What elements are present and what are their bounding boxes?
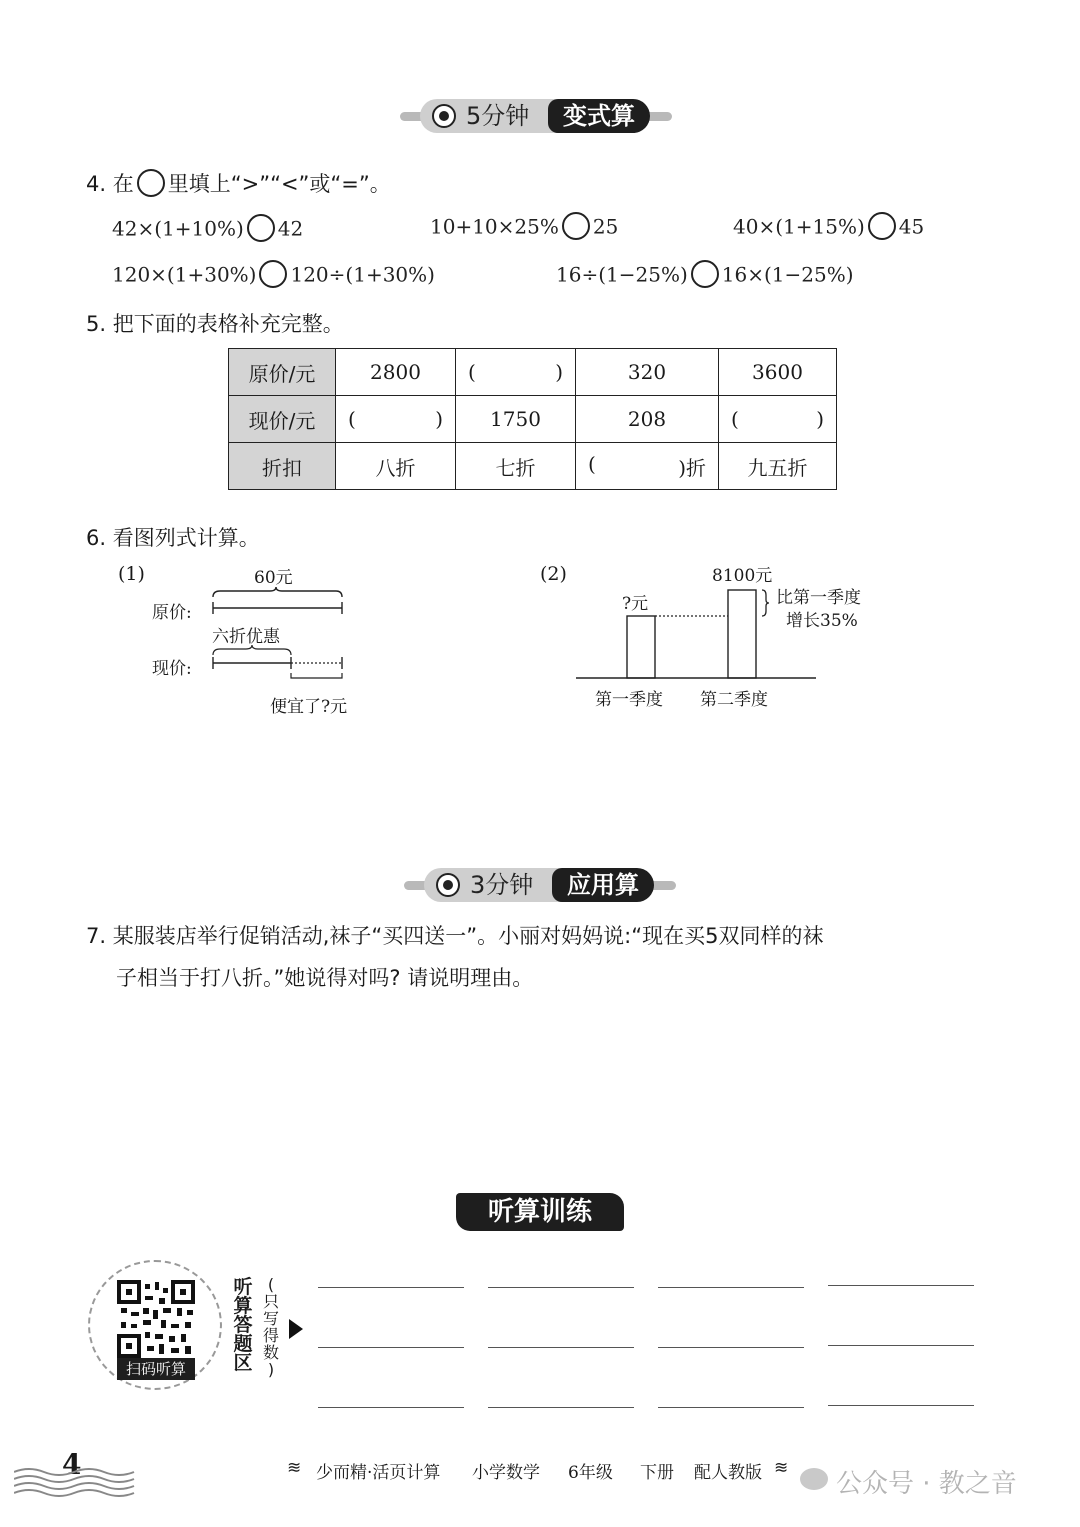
qr-code-icon[interactable] [117,1280,195,1358]
footer-series: 少而精·活页计算 [316,1463,441,1483]
diagram1-original-label: 原价: [152,603,192,623]
answer-line[interactable] [318,1287,464,1288]
question-7-line-2: 子相当于打八折。”她说得对吗? 请说明理由。 [116,966,534,990]
diagram2-x-label-2: 第二季度 [700,690,768,710]
answer-line[interactable] [488,1347,634,1348]
diagram1-now-label: 现价: [152,659,192,679]
answer-line[interactable] [828,1285,974,1286]
answer-line[interactable] [488,1287,634,1288]
table-cell: 八折 [336,443,456,490]
table-cell: 2800 [336,349,456,396]
scan-label[interactable]: 扫码听算 [117,1358,195,1380]
footer-grade: 6年级 [568,1463,613,1483]
section-minutes: 3分钟 [470,871,534,899]
price-table [228,348,837,490]
answer-line[interactable] [658,1407,804,1408]
watermark: 公众号 · 教之音 [836,1469,1017,1499]
table-header: 现价/元 [229,396,336,443]
diagram2-unknown-label: ?元 [622,594,649,614]
diagram2-number: (2) [540,563,567,585]
diagram1-discount-label: 六折优惠 [212,627,280,647]
answer-circle[interactable] [562,212,590,240]
footer-wave-right: ≋ [774,1458,789,1478]
q4-item-1: 42×(1+10%) 42 [112,216,303,244]
q4-item-2: 10+10×25% 25 [430,214,618,242]
footer-term: 下册 [640,1463,674,1483]
table-cell: 1750 [456,396,576,443]
answer-area-label: 听 算 答 题 区 [233,1276,253,1374]
question-5-label: 5. 把下面的表格补充完整。 [86,312,344,336]
section-banner-application [404,868,676,902]
section-title: 变式算 [548,99,650,133]
q4-item-3: 40×(1+15%) 45 [733,214,924,242]
section-banner-variation [400,99,672,133]
answer-line[interactable] [658,1287,804,1288]
answer-circle[interactable] [868,212,896,240]
diagram1-number: (1) [118,563,145,585]
table-cell-blank[interactable]: ( ) [456,349,576,396]
table-cell-blank[interactable]: ( ) [719,396,837,443]
footer-wave-left: ≋ [287,1458,302,1478]
diagram2-note-2: 增长35% [786,611,858,631]
diagram2-note-1: 比第一季度 [776,588,861,608]
page-number: 4 [62,1448,82,1481]
section-minutes: 5分钟 [466,102,530,130]
answer-area-note: ( 只 写 得 数 ) [262,1275,279,1379]
table-header: 折扣 [229,443,336,490]
diagram2-x-label-1: 第一季度 [595,690,663,710]
wechat-icon [800,1468,828,1490]
answer-line[interactable] [318,1347,464,1348]
table-cell: 208 [576,396,719,443]
table-cell: 九五折 [719,443,837,490]
table-cell-blank[interactable]: ( )折 [576,443,719,490]
answer-circle[interactable] [247,214,275,242]
footer-edition: 配人教版 [694,1463,762,1483]
listening-title: 听算训练 [456,1193,624,1231]
wave-decoration [14,1466,138,1502]
section-title: 应用算 [552,868,654,902]
diagram2-value-label: 8100元 [712,566,773,586]
answer-circle[interactable] [259,260,287,288]
line-segment-diagram [200,585,360,695]
bar-diagram [570,580,820,685]
question-7-line-1: 7. 某服装店举行促销活动,袜子“买四送一”。小丽对妈妈说:“现在买5双同样的袜 [86,924,824,948]
answer-line[interactable] [658,1347,804,1348]
medal-icon [432,104,456,128]
q4-item-4: 120×(1+30%) 120÷(1+30%) [112,262,435,290]
question-4-label [86,168,391,199]
arrow-right-icon [288,1318,304,1340]
diagram1-saved-label: 便宜了?元 [270,697,348,717]
table-cell: 3600 [719,349,837,396]
question-6-label: 6. 看图列式计算。 [86,526,260,550]
footer-subject: 小学数学 [472,1463,540,1483]
table-cell-blank[interactable]: ( ) [336,396,456,443]
answer-line[interactable] [318,1407,464,1408]
diagram1-total-label: 60元 [254,568,293,588]
answer-line[interactable] [828,1345,974,1346]
table-header: 原价/元 [229,349,336,396]
answer-circle[interactable] [691,260,719,288]
medal-icon [436,873,460,897]
table-cell: 七折 [456,443,576,490]
q4-item-5: 16÷(1−25%) 16×(1−25%) [556,262,854,290]
q4-prefix: 4. 在 [86,172,134,196]
answer-line[interactable] [488,1407,634,1408]
table-cell: 320 [576,349,719,396]
circle-icon [137,169,165,197]
q4-suffix: 里填上“>”“<”或“=”。 [167,172,391,196]
answer-line[interactable] [828,1405,974,1406]
